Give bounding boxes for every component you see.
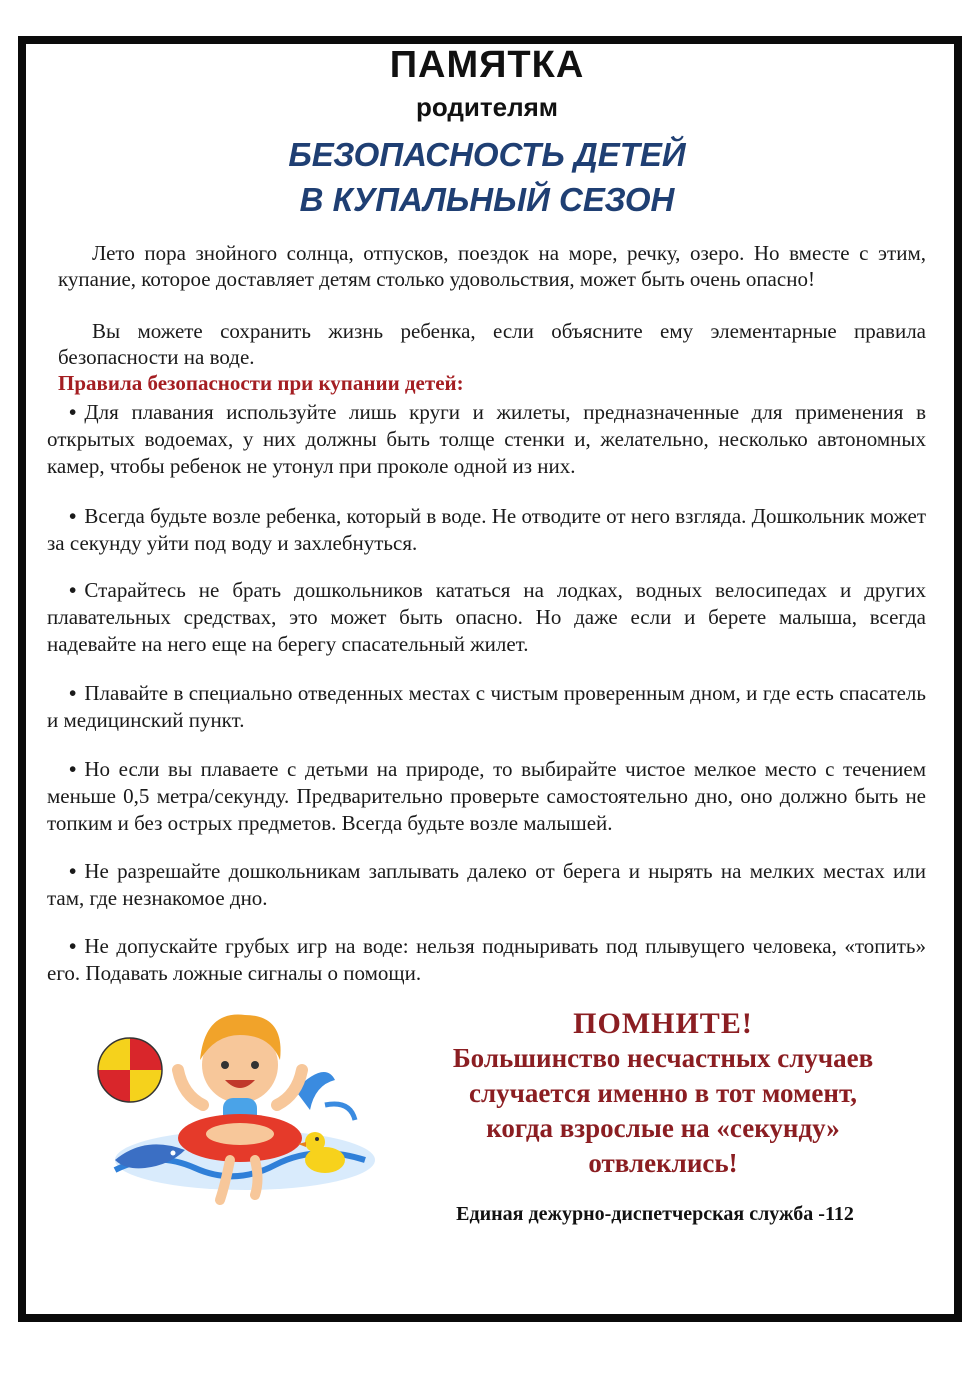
list-item <box>47 933 926 987</box>
list-item <box>47 858 926 912</box>
list-item-text: Всегда будьте возле ребенка, который в воде. Не отводите от него взгляда. Дошкольник может за секунду уйти под воду и захлебнуться. <box>47 504 926 555</box>
child-swimming-ring-icon <box>95 1010 385 1210</box>
list-item <box>47 680 926 734</box>
list-item-text: Старайтесь не брать дошкольников кататься на лодках, водных велосипедах и других плавательных средствах, это может быть опасно. Но даже если и берете малыша, всегда надевайте на него еще на берегу спасательный жилет. <box>47 578 926 656</box>
list-item <box>47 577 926 658</box>
remember-title: ПОМНИТЕ! <box>573 1007 753 1040</box>
page-title: ПАМЯТКА <box>389 44 585 86</box>
remember-line-2: случается именно в тот момент, <box>469 1078 857 1108</box>
list-item-text: Плавайте в специально отведенных местах с чистым проверенным дном, и где есть спасатель и медицинский пункт. <box>47 681 926 732</box>
page-subtitle: родителям <box>415 92 559 122</box>
list-item-text: Но если вы плаваете с детьми на природе, то выбирайте чистое мелкое место с течением меньше 0,5 метра/секунду. Предварительно проверьте самостоятельно дно, оно должно быть не топким и без острых предметов. Всегда будьте возле малышей. <box>47 757 926 835</box>
list-item <box>47 756 926 837</box>
bullet-icon: • <box>69 934 77 958</box>
rules-title: Правила безопасности при купании детей: <box>58 371 464 395</box>
heading-line-2: В КУПАЛЬНЫЙ СЕЗОН <box>299 181 675 218</box>
remember-box <box>425 1006 901 1181</box>
list-item <box>47 503 926 557</box>
heading-line-1: БЕЗОПАСНОСТЬ ДЕТЕЙ <box>288 136 686 173</box>
bullet-icon: • <box>69 681 77 705</box>
remember-line-3: когда взрослые на «секунду» <box>486 1113 840 1143</box>
list-item-text: Не разрешайте дошкольникам заплывать далеко от берега и нырять на мелких местах или там, где незнакомое дно. <box>47 859 926 910</box>
bullet-icon: • <box>69 578 77 602</box>
emergency-service-text: Единая дежурно-диспетчерская служба -112 <box>456 1203 854 1225</box>
intro-paragraph-2: Вы можете сохранить жизнь ребенка, если объясните ему элементарные правила безопасности на воде. <box>58 319 926 369</box>
remember-line-1: Большинство несчастных случаев <box>452 1043 874 1073</box>
intro-paragraph-1: Лето пора знойного солнца, отпусков, поездок на море, речку, озеро. Но вместе с этим, купание, которое доставляет детям столько удовольствия, может быть очень опасно! <box>58 241 926 291</box>
bullet-icon: • <box>69 400 77 424</box>
list-item <box>47 399 926 480</box>
list-item-text: Не допускайте грубых игр на воде: нельзя подныривать под плывущего человека, «топить» его. Подавать ложные сигналы о помощи. <box>47 934 926 985</box>
bullet-icon: • <box>69 859 77 883</box>
bullet-icon: • <box>69 757 77 781</box>
remember-line-4: отвлеклись! <box>588 1148 738 1178</box>
list-item-text: Для плавания используйте лишь круги и жилеты, предназначенные для применения в открытых водоемах, у них должны быть толще стенки и, желательно, несколько автономных камер, чтобы ребенок не утонул при проколе одной из них. <box>47 400 926 478</box>
bullet-icon: • <box>69 504 77 528</box>
